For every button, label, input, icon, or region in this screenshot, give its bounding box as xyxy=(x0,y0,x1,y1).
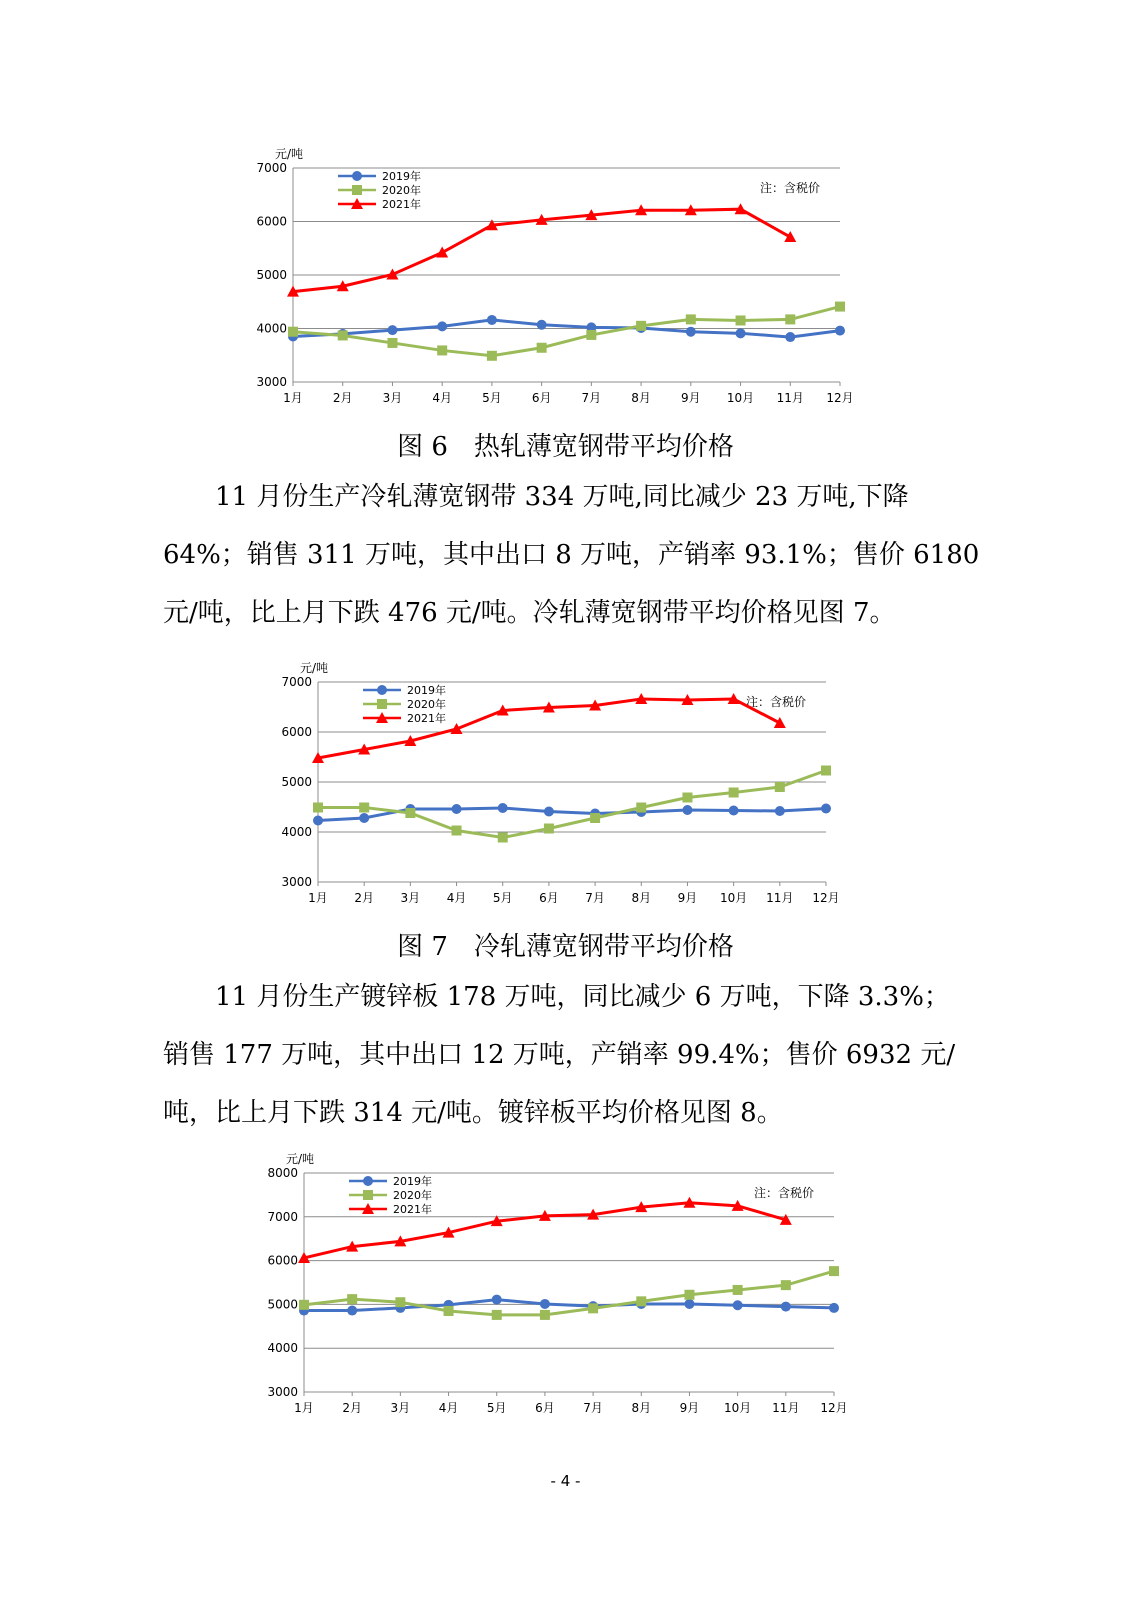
data-point xyxy=(729,806,739,816)
legend-label: 2020年 xyxy=(382,184,421,197)
y-tick-label: 6000 xyxy=(267,1253,298,1268)
data-point xyxy=(829,1303,839,1313)
paragraph-line: 64%；销售 311 万吨，其中出口 8 万吨，产销率 93.1%；售价 6180 xyxy=(163,540,980,570)
data-point xyxy=(537,320,547,330)
x-tick-label: 1月 xyxy=(308,891,328,905)
y-tick-label: 7000 xyxy=(267,1209,298,1224)
x-tick-label: 8月 xyxy=(631,891,652,905)
data-point xyxy=(686,314,696,324)
legend xyxy=(349,1174,432,1216)
x-tick-label: 4月 xyxy=(432,391,453,405)
data-point xyxy=(684,1299,694,1309)
data-point xyxy=(359,803,369,813)
data-point xyxy=(588,1303,598,1313)
data-point xyxy=(736,315,746,325)
x-tick-label: 12月 xyxy=(826,391,854,405)
data-point xyxy=(636,1296,646,1306)
x-tick-label: 7月 xyxy=(585,891,605,905)
x-tick-label: 4月 xyxy=(446,891,467,905)
x-tick-label: 11月 xyxy=(772,1401,800,1415)
data-point xyxy=(733,1300,743,1310)
data-point xyxy=(736,328,746,338)
x-tick-label: 11月 xyxy=(766,891,794,905)
y-tick-label: 8000 xyxy=(267,1166,298,1180)
data-point xyxy=(682,805,692,815)
data-point xyxy=(492,1310,502,1320)
unit-label: 元/吨 xyxy=(285,1152,315,1166)
data-point xyxy=(377,685,387,695)
data-point xyxy=(821,766,831,776)
x-tick-label: 8月 xyxy=(631,1401,652,1415)
data-point xyxy=(729,788,739,798)
x-tick-label: 5月 xyxy=(492,891,513,905)
legend xyxy=(363,683,446,725)
legend-label: 2020年 xyxy=(393,1189,432,1202)
data-point xyxy=(347,1294,357,1304)
paragraph-line: 元/吨，比上月下跌 476 元/吨。冷轧薄宽钢带平均价格见图 7。 xyxy=(163,598,896,628)
data-point xyxy=(636,803,646,813)
unit-label: 元/吨 xyxy=(299,661,329,675)
data-point xyxy=(359,813,369,823)
x-tick-label: 2月 xyxy=(342,1401,363,1415)
data-point xyxy=(821,804,831,814)
chart-hot-rolled xyxy=(0,140,1131,415)
data-point xyxy=(487,351,497,361)
y-tick-label: 4000 xyxy=(281,825,312,839)
data-point xyxy=(540,1310,550,1320)
data-point xyxy=(492,1295,502,1305)
legend-label: 2019年 xyxy=(382,170,421,183)
x-tick-label: 1月 xyxy=(283,391,303,405)
data-point xyxy=(288,327,298,337)
data-point xyxy=(835,326,845,336)
y-tick-label: 3000 xyxy=(281,875,312,889)
data-point xyxy=(784,231,796,242)
series-2020年 xyxy=(313,766,831,843)
x-tick-label: 9月 xyxy=(679,1401,700,1415)
data-point xyxy=(395,1297,405,1307)
data-point xyxy=(537,343,547,353)
series-2020年 xyxy=(299,1266,839,1320)
data-point xyxy=(586,330,596,340)
data-point xyxy=(444,1306,454,1316)
legend-label: 2021年 xyxy=(382,198,421,211)
data-point xyxy=(540,1299,550,1309)
data-point xyxy=(405,808,415,818)
note-label: 注：含税价 xyxy=(745,695,806,709)
y-tick-label: 6000 xyxy=(256,214,287,229)
data-point xyxy=(686,327,696,337)
data-point xyxy=(299,1300,309,1310)
x-tick-label: 9月 xyxy=(677,891,698,905)
data-point xyxy=(347,1306,357,1316)
figure-6-caption: 图 6 热轧薄宽钢带平均价格 xyxy=(397,432,734,462)
legend-label: 2020年 xyxy=(407,698,446,711)
y-tick-label: 5000 xyxy=(256,268,287,282)
x-tick-label: 6月 xyxy=(535,1401,555,1415)
x-tick-label: 5月 xyxy=(482,391,502,405)
data-point xyxy=(352,185,362,195)
data-point xyxy=(835,302,845,312)
x-tick-label: 6月 xyxy=(531,391,552,405)
x-tick-label: 11月 xyxy=(776,391,804,405)
y-tick-label: 6000 xyxy=(281,725,312,739)
paragraph-line: 11 月份生产镀锌板 178 万吨，同比减少 6 万吨，下降 3.3%； xyxy=(215,982,950,1012)
data-point xyxy=(733,1285,743,1295)
series-line xyxy=(318,771,826,838)
x-tick-label: 2月 xyxy=(332,391,353,405)
y-tick-label: 3000 xyxy=(267,1385,298,1399)
x-tick-label: 3月 xyxy=(382,391,403,405)
x-tick-label: 3月 xyxy=(400,891,421,905)
x-tick-label: 4月 xyxy=(438,1401,459,1415)
x-tick-label: 2月 xyxy=(354,891,375,905)
data-point xyxy=(387,338,397,348)
data-point xyxy=(313,803,323,813)
x-tick-label: 10月 xyxy=(719,891,748,905)
paragraph-line: 11 月份生产冷轧薄宽钢带 334 万吨,同比减少 23 万吨,下降 xyxy=(215,482,909,512)
x-tick-label: 7月 xyxy=(583,1401,603,1415)
data-point xyxy=(436,247,448,258)
data-point xyxy=(785,332,795,342)
x-tick-label: 9月 xyxy=(680,391,701,405)
data-point xyxy=(498,833,508,843)
x-tick-label: 7月 xyxy=(581,391,602,405)
x-tick-label: 12月 xyxy=(812,891,840,905)
data-point xyxy=(487,315,497,325)
y-tick-label: 4000 xyxy=(267,1341,298,1356)
chart-galvanized xyxy=(0,1145,1131,1435)
data-point xyxy=(781,1280,791,1290)
note-label: 注：含税价 xyxy=(753,1186,814,1200)
y-tick-label: 5000 xyxy=(267,1297,298,1312)
series-2021年 xyxy=(287,203,796,296)
chart-svg xyxy=(0,1145,1131,1435)
x-tick-label: 10月 xyxy=(726,391,755,405)
paragraph-line: 吨，比上月下跌 314 元/吨。镀锌板平均价格见图 8。 xyxy=(163,1098,783,1128)
y-tick-label: 7000 xyxy=(256,161,287,175)
x-tick-label: 8月 xyxy=(631,391,651,405)
data-point xyxy=(387,325,397,335)
data-point xyxy=(363,1176,373,1186)
legend-label: 2019年 xyxy=(393,1175,432,1188)
chart-svg xyxy=(0,140,1131,415)
data-point xyxy=(785,314,795,324)
data-point xyxy=(452,804,462,814)
data-point xyxy=(590,813,600,823)
data-point xyxy=(636,321,646,331)
chart-svg xyxy=(0,650,1131,920)
legend-label: 2021年 xyxy=(407,712,446,725)
x-tick-label: 12月 xyxy=(820,1401,848,1415)
series-2021年 xyxy=(298,1197,792,1263)
x-tick-label: 1月 xyxy=(294,1401,314,1415)
legend-label: 2019年 xyxy=(407,684,446,697)
data-point xyxy=(781,1302,791,1312)
legend xyxy=(338,169,421,211)
figure-7-caption: 图 7 冷轧薄宽钢带平均价格 xyxy=(397,932,734,962)
data-point xyxy=(544,807,554,817)
data-point xyxy=(338,330,348,340)
x-tick-label: 6月 xyxy=(539,891,559,905)
x-tick-label: 5月 xyxy=(486,1401,507,1415)
paragraph-line: 销售 177 万吨，其中出口 12 万吨，产销率 99.4%；售价 6932 元/ xyxy=(163,1040,956,1070)
y-tick-label: 5000 xyxy=(281,775,312,789)
data-point xyxy=(684,1290,694,1300)
paragraph-cold-rolled xyxy=(163,468,980,642)
data-point xyxy=(437,345,447,355)
unit-label: 元/吨 xyxy=(274,147,304,161)
paragraph-galvanized xyxy=(163,968,963,1142)
data-point xyxy=(775,782,785,792)
data-point xyxy=(437,321,447,331)
data-point xyxy=(829,1266,839,1276)
note-label: 注：含税价 xyxy=(759,181,820,195)
page-number: - 4 - xyxy=(550,1472,581,1490)
data-point xyxy=(775,806,785,816)
data-point xyxy=(363,1190,373,1200)
data-point xyxy=(544,824,554,834)
x-tick-label: 3月 xyxy=(390,1401,411,1415)
data-point xyxy=(452,826,462,836)
x-tick-label: 10月 xyxy=(723,1401,752,1415)
data-point xyxy=(377,699,387,709)
y-tick-label: 7000 xyxy=(281,675,312,689)
y-tick-label: 4000 xyxy=(256,321,287,336)
chart-cold-rolled xyxy=(0,650,1131,920)
data-point xyxy=(682,793,692,803)
data-point xyxy=(352,171,362,181)
y-tick-label: 3000 xyxy=(256,375,287,389)
legend-label: 2021年 xyxy=(393,1203,432,1216)
data-point xyxy=(498,803,508,813)
data-point xyxy=(313,816,323,826)
